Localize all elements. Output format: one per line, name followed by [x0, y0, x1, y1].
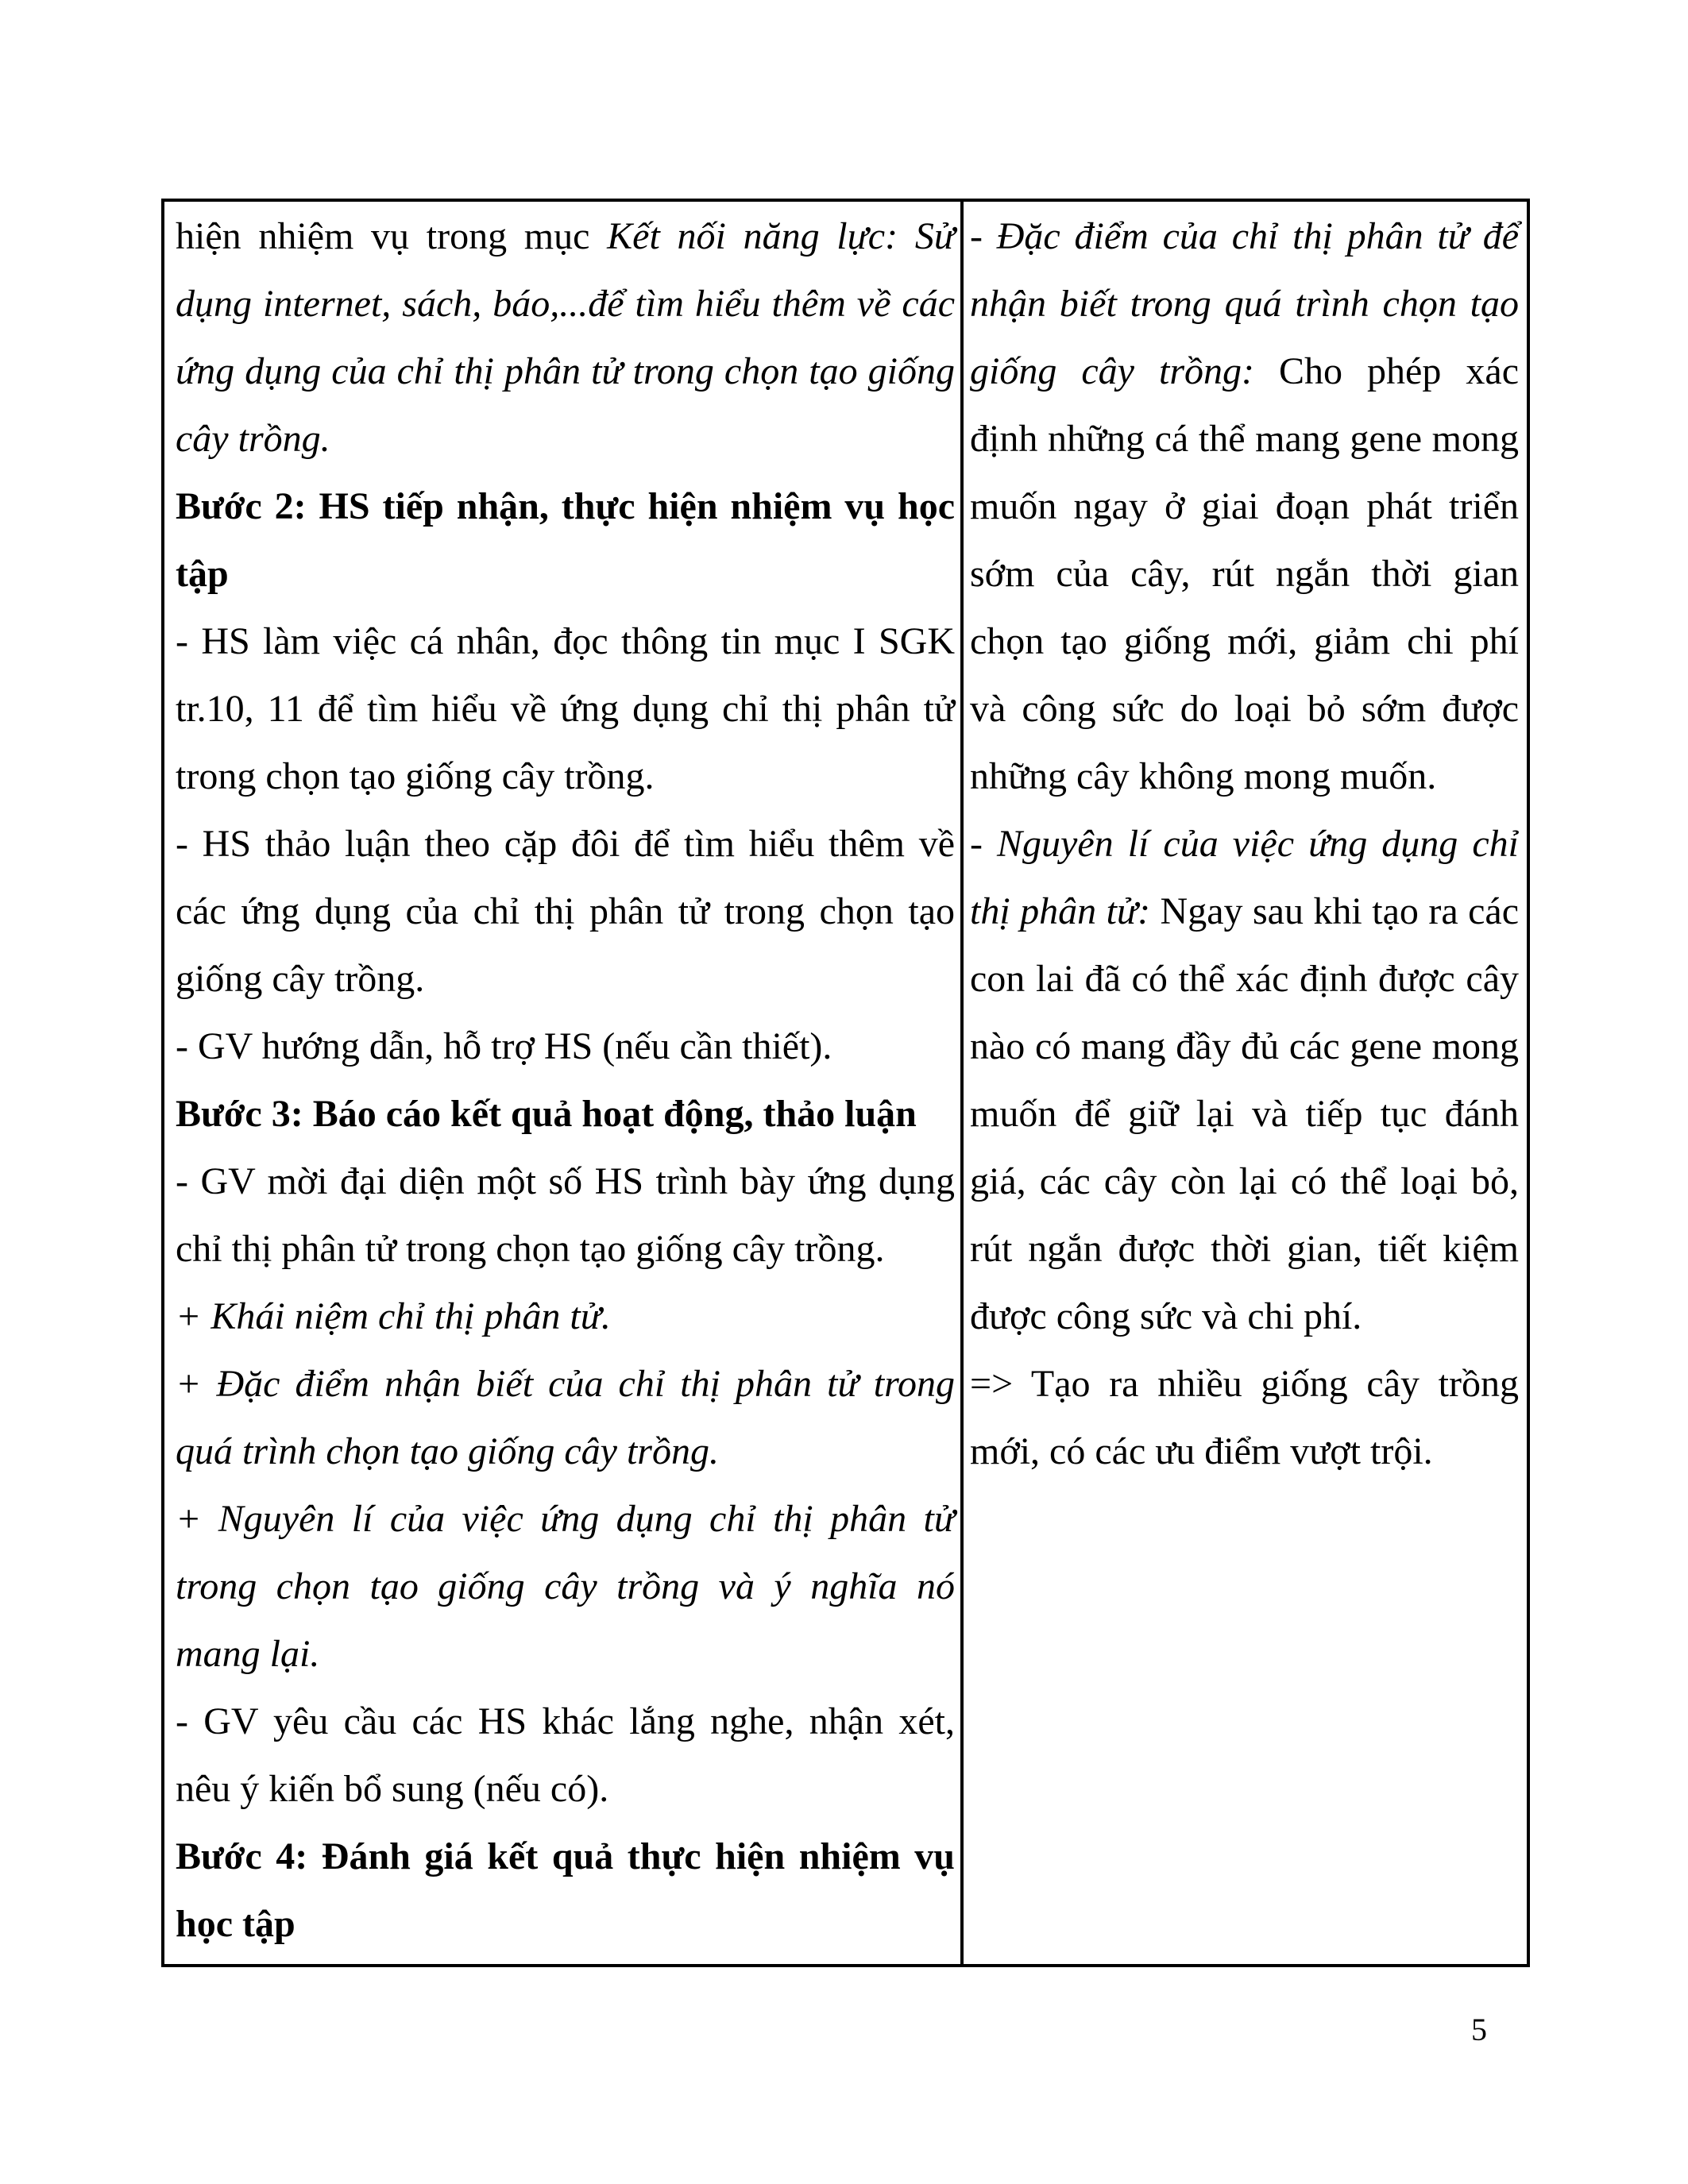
- text-run: => Tạo ra nhiều giống cây trồng mới, có các ưu điểm vượt trội.: [970, 1363, 1519, 1472]
- paragraph: [176, 1350, 955, 1485]
- text-run: - GV mời đại diện một số HS trình bày ứng dụng chỉ thị phân tử trong chọn tạo giống cây trồng.: [176, 1160, 955, 1270]
- activities-column-cell: [164, 202, 964, 1964]
- paragraph: [176, 1148, 955, 1283]
- text-run: Cho phép xác định những cá thể mang gene mong muốn ngay ở giai đoạn phát triển sớm của cây, rút ngắn thời gian chọn tạo giống mới, giảm chi phí và công sức do loại bỏ sớm được những cây không mong muốn.: [970, 350, 1519, 797]
- text-run: - HS làm việc cá nhân, đọc thông tin mục I SGK tr.10, 11 để tìm hiểu về ứng dụng chỉ thị phân tử trong chọn tạo giống cây trồng.: [176, 620, 955, 797]
- text-run-bold: Bước 4: Đánh giá kết quả thực hiện nhiệm vụ học tập: [176, 1835, 955, 1945]
- text-run: Ngay sau khi tạo ra các con lai đã có thể xác định được cây nào có mang đầy đủ các gene mong muốn để giữ lại và tiếp tục đánh giá, các cây còn lại có thể loại bỏ, rút ngắn được thời gian, tiết kiệm được công sức và chi phí.: [970, 890, 1519, 1337]
- paragraph: [970, 810, 1519, 1350]
- products-column-cell: [964, 202, 1527, 1964]
- text-run-italic: + Đặc điểm nhận biết của chỉ thị phân tử trong quá trình chọn tạo giống cây trồng.: [176, 1363, 955, 1472]
- paragraph: [176, 1013, 955, 1080]
- paragraph: [176, 1823, 955, 1958]
- text-run: - HS thảo luận theo cặp đôi để tìm hiểu thêm về các ứng dụng của chỉ thị phân tử trong chọn tạo giống cây trồng.: [176, 823, 955, 1000]
- text-run: - GV hướng dẫn, hỗ trợ HS (nếu cần thiết).: [176, 1025, 832, 1067]
- text-run-bold: Bước 2: HS tiếp nhận, thực hiện nhiệm vụ học tập: [176, 485, 955, 595]
- paragraph: [176, 1688, 955, 1823]
- text-run-italic: Kết nối năng lực: Sử dụng internet, sách, báo,...để tìm hiểu thêm về các ứng dụng của chỉ thị phân tử trong chọn tạo giống cây trồng.: [176, 215, 955, 460]
- paragraph: [176, 473, 955, 608]
- text-run-bold: Bước 3: Báo cáo kết quả hoạt động, thảo luận: [176, 1093, 917, 1135]
- paragraph: [970, 203, 1519, 810]
- paragraph: [176, 1080, 955, 1148]
- text-run: hiện nhiệm vụ trong mục: [176, 215, 608, 257]
- text-run: - GV yêu cầu các HS khác lắng nghe, nhận xét, nêu ý kiến bổ sung (nếu có).: [176, 1700, 955, 1810]
- text-run-italic: + Nguyên lí của việc ứng dụng chỉ thị phân tử trong chọn tạo giống cây trồng và ý nghĩa nó mang lại.: [176, 1498, 955, 1675]
- paragraph: [176, 1485, 955, 1688]
- paragraph: [176, 203, 955, 473]
- text-run-italic: - Nguyên lí của việc ứng dụng chỉ thị phân tử:: [970, 823, 1519, 932]
- paragraph: [176, 810, 955, 1013]
- page-number: 5: [1471, 2012, 1487, 2047]
- lesson-activity-table: [161, 199, 1530, 1967]
- paragraph: [176, 608, 955, 810]
- text-run-italic: + Khái niệm chỉ thị phân tử.: [176, 1295, 611, 1337]
- paragraph: [176, 1283, 955, 1350]
- text-run-italic: - Đặc điểm của chỉ thị phân tử để nhận biết trong quá trình chọn tạo giống cây trồng:: [970, 215, 1519, 392]
- paragraph: [970, 1350, 1519, 1485]
